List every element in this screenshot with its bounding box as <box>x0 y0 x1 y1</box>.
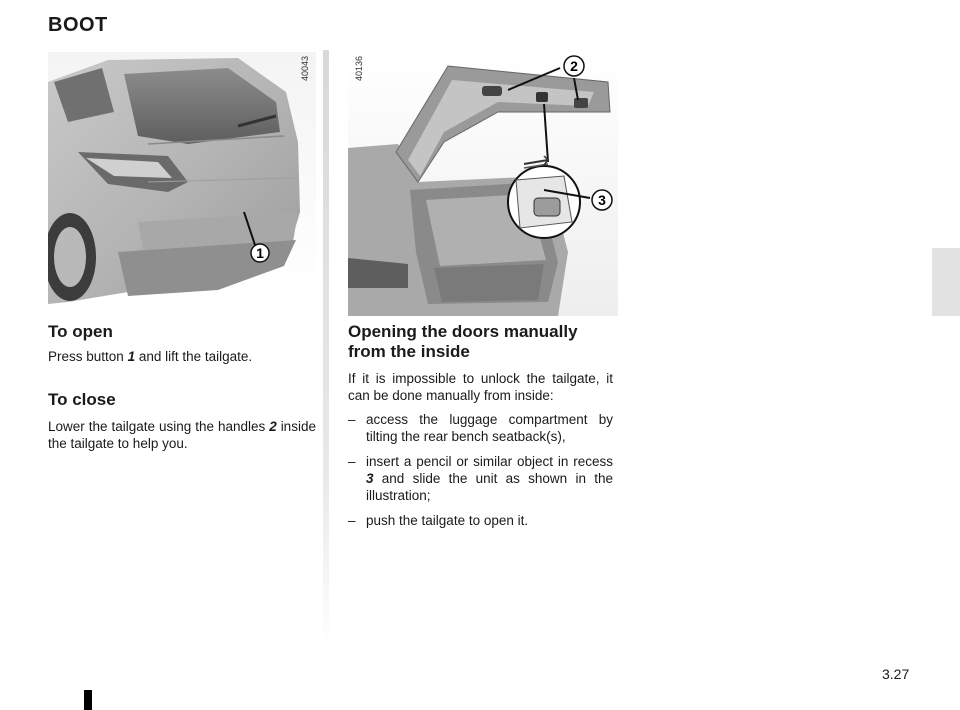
column-divider <box>323 50 329 650</box>
figure-id-left: 40043 <box>300 56 310 82</box>
to-close-section <box>48 390 316 452</box>
ref-1: 1 <box>127 349 136 364</box>
to-close-heading: To close <box>48 390 116 409</box>
manual-opening-intro: If it is impossible to unlock the tailgate, it can be done manually from inside: <box>348 371 613 403</box>
to-open-heading: To open <box>48 322 113 341</box>
manual-opening-section <box>348 322 613 537</box>
list-item: – insert a pencil or similar object in recess 3 and slide the unit as shown in the illustration; <box>348 454 613 503</box>
list-item: – access the luggage compartment by tilting the rear bench seatback(s), <box>348 412 613 444</box>
page-title: BOOT <box>48 14 108 36</box>
chapter-tab <box>932 248 960 316</box>
open-tailgate-illustration <box>348 52 618 316</box>
ref-2: 2 <box>269 419 277 434</box>
car-rear-illustration <box>48 52 316 304</box>
manual-opening-heading: Opening the doors manually from the inside <box>348 322 578 361</box>
manual-opening-steps <box>348 411 613 529</box>
to-open-section <box>48 322 316 365</box>
to-close-text: Lower the tailgate using the handles 2 inside the tailgate to help you. <box>48 419 316 451</box>
figure-id-right: 40136 <box>354 56 364 82</box>
callout-3: 3 <box>598 192 606 208</box>
callout-2: 2 <box>570 58 578 74</box>
callout-1: 1 <box>256 245 264 261</box>
page-number: 3.27 <box>882 666 910 682</box>
ref-3: 3 <box>366 471 374 486</box>
corner-mark <box>84 690 92 710</box>
list-item: – push the tailgate to open it. <box>348 513 529 528</box>
to-open-text: Press button 1 and lift the tailgate. <box>48 349 253 364</box>
